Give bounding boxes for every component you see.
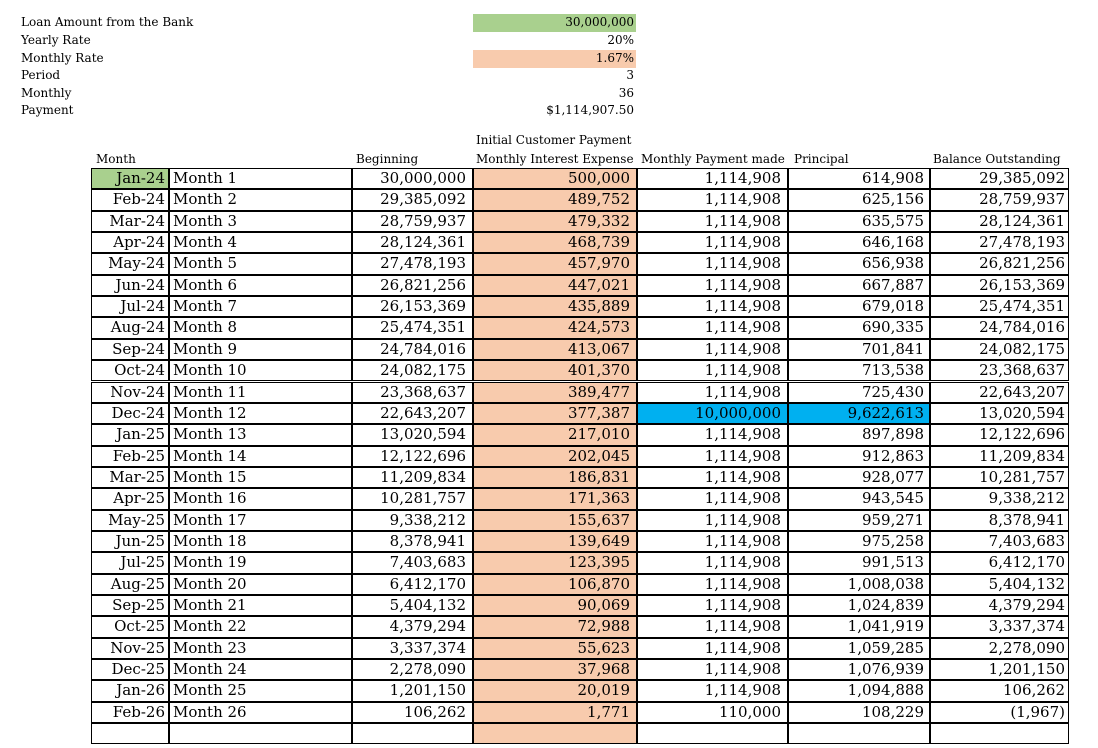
month-date-cell[interactable]: Aug-25 xyxy=(91,574,169,595)
interest-cell[interactable]: 20,019 xyxy=(473,680,637,701)
beginning-cell[interactable]: 5,404,132 xyxy=(352,595,473,616)
payment-made-cell[interactable]: 1,114,908 xyxy=(637,616,788,637)
principal-cell[interactable]: 1,076,939 xyxy=(788,659,930,680)
principal-cell[interactable]: 9,622,613 xyxy=(788,403,930,424)
beginning-cell[interactable]: 24,082,175 xyxy=(352,360,473,381)
beginning-cell[interactable]: 7,403,683 xyxy=(352,552,473,573)
payment-made-cell[interactable]: 1,114,908 xyxy=(637,296,788,317)
month-date-cell[interactable]: Nov-25 xyxy=(91,638,169,659)
balance-cell[interactable]: 22,643,207 xyxy=(930,382,1069,403)
month-date-cell[interactable] xyxy=(91,723,169,744)
month-label-cell[interactable]: Month 8 xyxy=(169,317,352,338)
principal-cell[interactable]: 679,018 xyxy=(788,296,930,317)
interest-cell[interactable]: 424,573 xyxy=(473,317,637,338)
monthly-rate-cell[interactable]: 1.67% xyxy=(473,50,636,68)
payment-made-cell[interactable]: 1,114,908 xyxy=(637,574,788,595)
table-row xyxy=(92,189,1070,210)
balance-cell[interactable]: 28,124,361 xyxy=(930,211,1069,232)
interest-cell[interactable]: 413,067 xyxy=(473,339,637,360)
month-label-cell[interactable]: Month 19 xyxy=(169,552,352,573)
header-initial-customer-payment: Initial Customer Payment xyxy=(476,133,632,147)
principal-cell[interactable]: 928,077 xyxy=(788,467,930,488)
payment-made-cell[interactable]: 1,114,908 xyxy=(637,211,788,232)
balance-cell[interactable]: 26,821,256 xyxy=(930,253,1069,274)
loan-amount-label: Loan Amount from the Bank xyxy=(21,15,194,29)
payment-made-cell[interactable]: 1,114,908 xyxy=(637,339,788,360)
month-label-cell[interactable]: Month 5 xyxy=(169,253,352,274)
table-row xyxy=(92,531,1070,552)
table-row xyxy=(92,339,1070,360)
interest-cell[interactable]: 389,477 xyxy=(473,382,637,403)
beginning-cell[interactable]: 27,478,193 xyxy=(352,253,473,274)
monthly-count-cell[interactable]: 36 xyxy=(618,86,634,100)
table-row xyxy=(92,232,1070,253)
payment-label: Payment xyxy=(21,103,74,117)
beginning-cell[interactable]: 4,379,294 xyxy=(352,616,473,637)
interest-cell[interactable]: 377,387 xyxy=(473,403,637,424)
balance-cell[interactable]: 11,209,834 xyxy=(930,446,1069,467)
balance-cell[interactable]: 24,082,175 xyxy=(930,339,1069,360)
month-label-cell[interactable]: Month 4 xyxy=(169,232,352,253)
table-row xyxy=(92,168,1070,189)
beginning-cell[interactable]: 11,209,834 xyxy=(352,467,473,488)
table-row xyxy=(92,702,1070,723)
month-date-cell[interactable]: Nov-24 xyxy=(91,382,169,403)
yearly-rate-cell[interactable]: 20% xyxy=(607,33,634,47)
header-balance: Balance Outstanding xyxy=(933,152,1061,166)
period-cell[interactable]: 3 xyxy=(626,68,634,82)
month-label-cell[interactable]: Month 3 xyxy=(169,211,352,232)
beginning-cell[interactable]: 1,201,150 xyxy=(352,680,473,701)
payment-made-cell[interactable]: 1,114,908 xyxy=(637,680,788,701)
principal-cell[interactable]: 1,059,285 xyxy=(788,638,930,659)
interest-cell[interactable]: 171,363 xyxy=(473,488,637,509)
beginning-cell[interactable]: 106,262 xyxy=(352,702,473,723)
month-label-cell[interactable]: Month 26 xyxy=(169,702,352,723)
interest-cell[interactable]: 90,069 xyxy=(473,595,637,616)
interest-cell[interactable]: 106,870 xyxy=(473,574,637,595)
payment-made-cell[interactable]: 1,114,908 xyxy=(637,424,788,445)
month-label-cell[interactable]: Month 17 xyxy=(169,510,352,531)
beginning-cell[interactable]: 26,153,369 xyxy=(352,296,473,317)
interest-cell[interactable]: 155,637 xyxy=(473,510,637,531)
payment-made-cell[interactable]: 1,114,908 xyxy=(637,275,788,296)
month-date-cell[interactable]: Jan-25 xyxy=(91,424,169,445)
balance-cell[interactable]: 3,337,374 xyxy=(930,616,1069,637)
month-date-cell[interactable]: Jan-26 xyxy=(91,680,169,701)
balance-cell[interactable]: 8,378,941 xyxy=(930,510,1069,531)
interest-cell[interactable]: 457,970 xyxy=(473,253,637,274)
balance-cell[interactable]: 7,403,683 xyxy=(930,531,1069,552)
beginning-cell[interactable]: 28,124,361 xyxy=(352,232,473,253)
month-label-cell[interactable]: Month 18 xyxy=(169,531,352,552)
beginning-cell[interactable]: 30,000,000 xyxy=(352,168,473,189)
interest-cell[interactable]: 401,370 xyxy=(473,360,637,381)
balance-cell[interactable]: 9,338,212 xyxy=(930,488,1069,509)
balance-cell[interactable]: 24,784,016 xyxy=(930,317,1069,338)
balance-cell[interactable]: 1,201,150 xyxy=(930,659,1069,680)
header-beginning: Beginning xyxy=(356,152,419,166)
interest-cell[interactable]: 489,752 xyxy=(473,189,637,210)
balance-cell[interactable]: 27,478,193 xyxy=(930,232,1069,253)
payment-made-cell[interactable]: 1,114,908 xyxy=(637,488,788,509)
balance-cell[interactable]: 2,278,090 xyxy=(930,638,1069,659)
month-label-cell[interactable]: Month 1 xyxy=(169,168,352,189)
interest-cell[interactable]: 435,889 xyxy=(473,296,637,317)
month-label-cell[interactable]: Month 7 xyxy=(169,296,352,317)
interest-cell[interactable]: 1,771 xyxy=(473,702,637,723)
interest-cell[interactable]: 186,831 xyxy=(473,467,637,488)
beginning-cell[interactable]: 25,474,351 xyxy=(352,317,473,338)
interest-cell[interactable]: 72,988 xyxy=(473,616,637,637)
payment-made-cell[interactable]: 1,114,908 xyxy=(637,168,788,189)
header-monthly-interest: Monthly Interest Expense xyxy=(476,152,634,166)
payment-made-cell[interactable]: 1,114,908 xyxy=(637,638,788,659)
month-label-cell[interactable]: Month 24 xyxy=(169,659,352,680)
payment-made-cell[interactable]: 1,114,908 xyxy=(637,659,788,680)
payment-cell[interactable]: $1,114,907.50 xyxy=(546,103,634,117)
principal-cell[interactable]: 991,513 xyxy=(788,552,930,573)
table-row xyxy=(92,253,1070,274)
principal-cell[interactable]: 625,156 xyxy=(788,189,930,210)
principal-cell[interactable]: 1,094,888 xyxy=(788,680,930,701)
interest-cell[interactable]: 217,010 xyxy=(473,424,637,445)
balance-cell[interactable]: 25,474,351 xyxy=(930,296,1069,317)
month-label-cell[interactable]: Month 9 xyxy=(169,339,352,360)
table-row xyxy=(92,424,1070,445)
principal-cell[interactable]: 912,863 xyxy=(788,446,930,467)
month-label-cell[interactable]: Month 2 xyxy=(169,189,352,210)
month-label-cell[interactable]: Month 22 xyxy=(169,616,352,637)
payment-made-cell[interactable]: 1,114,908 xyxy=(637,531,788,552)
month-date-cell[interactable]: Mar-24 xyxy=(91,211,169,232)
table-row xyxy=(92,403,1070,424)
beginning-cell[interactable]: 9,338,212 xyxy=(352,510,473,531)
beginning-cell[interactable]: 12,122,696 xyxy=(352,446,473,467)
principal-cell[interactable]: 713,538 xyxy=(788,360,930,381)
payment-made-cell[interactable]: 1,114,908 xyxy=(637,253,788,274)
balance-cell[interactable]: 6,412,170 xyxy=(930,552,1069,573)
payment-made-cell[interactable]: 10,000,000 xyxy=(637,403,788,424)
interest-cell[interactable]: 468,739 xyxy=(473,232,637,253)
principal-cell[interactable]: 897,898 xyxy=(788,424,930,445)
payment-made-cell[interactable]: 1,114,908 xyxy=(637,317,788,338)
month-label-cell[interactable] xyxy=(169,723,352,744)
month-date-cell[interactable]: May-24 xyxy=(91,253,169,274)
table-row xyxy=(92,446,1070,467)
table-row xyxy=(92,488,1070,509)
balance-cell[interactable]: 106,262 xyxy=(930,680,1069,701)
balance-cell[interactable]: 29,385,092 xyxy=(930,168,1069,189)
beginning-cell[interactable]: 2,278,090 xyxy=(352,659,473,680)
interest-cell[interactable]: 479,332 xyxy=(473,211,637,232)
payment-made-cell[interactable]: 1,114,908 xyxy=(637,232,788,253)
beginning-cell[interactable]: 6,412,170 xyxy=(352,574,473,595)
month-label-cell[interactable]: Month 11 xyxy=(169,382,352,403)
interest-cell[interactable]: 500,000 xyxy=(473,168,637,189)
principal-cell[interactable]: 108,229 xyxy=(788,702,930,723)
payment-made-cell[interactable]: 1,114,908 xyxy=(637,467,788,488)
monthly-label: Monthly xyxy=(21,86,72,100)
month-date-cell[interactable]: Oct-25 xyxy=(91,616,169,637)
month-label-cell[interactable]: Month 20 xyxy=(169,574,352,595)
month-label-cell[interactable]: Month 6 xyxy=(169,275,352,296)
principal-cell[interactable]: 635,575 xyxy=(788,211,930,232)
principal-cell[interactable]: 656,938 xyxy=(788,253,930,274)
table-row xyxy=(92,659,1070,680)
table-row xyxy=(92,723,1070,744)
principal-cell[interactable]: 1,024,839 xyxy=(788,595,930,616)
payment-made-cell[interactable]: 1,114,908 xyxy=(637,189,788,210)
beginning-cell[interactable]: 24,784,016 xyxy=(352,339,473,360)
balance-cell[interactable]: 28,759,937 xyxy=(930,189,1069,210)
month-date-cell[interactable]: Sep-24 xyxy=(91,339,169,360)
month-date-cell[interactable]: Feb-26 xyxy=(91,702,169,723)
month-date-cell[interactable]: Jun-25 xyxy=(91,531,169,552)
month-label-cell[interactable]: Month 12 xyxy=(169,403,352,424)
loan-amount-cell[interactable]: 30,000,000 xyxy=(473,14,636,32)
balance-cell[interactable]: 12,122,696 xyxy=(930,424,1069,445)
payment-made-cell[interactable]: 1,114,908 xyxy=(637,552,788,573)
interest-cell[interactable]: 123,395 xyxy=(473,552,637,573)
month-date-cell[interactable]: Oct-24 xyxy=(91,360,169,381)
beginning-cell[interactable]: 13,020,594 xyxy=(352,424,473,445)
principal-cell[interactable] xyxy=(788,723,930,744)
beginning-cell[interactable]: 23,368,637 xyxy=(352,382,473,403)
monthly-rate-label: Monthly Rate xyxy=(21,51,104,65)
balance-cell[interactable]: 4,379,294 xyxy=(930,595,1069,616)
principal-cell[interactable]: 667,887 xyxy=(788,275,930,296)
payment-made-cell[interactable]: 1,114,908 xyxy=(637,446,788,467)
principal-cell[interactable]: 1,041,919 xyxy=(788,616,930,637)
month-date-cell[interactable]: Jun-24 xyxy=(91,275,169,296)
table-row xyxy=(92,680,1070,701)
month-date-cell[interactable]: Dec-24 xyxy=(91,403,169,424)
principal-cell[interactable]: 975,258 xyxy=(788,531,930,552)
table-row xyxy=(92,510,1070,531)
interest-cell[interactable]: 55,623 xyxy=(473,638,637,659)
balance-cell[interactable] xyxy=(930,723,1069,744)
month-date-cell[interactable]: Apr-24 xyxy=(91,232,169,253)
table-row xyxy=(92,382,1070,403)
yearly-rate-label: Yearly Rate xyxy=(21,33,91,47)
balance-cell[interactable]: 26,153,369 xyxy=(930,275,1069,296)
beginning-cell[interactable]: 22,643,207 xyxy=(352,403,473,424)
month-label-cell[interactable]: Month 14 xyxy=(169,446,352,467)
month-date-cell[interactable]: Mar-25 xyxy=(91,467,169,488)
balance-cell[interactable]: 5,404,132 xyxy=(930,574,1069,595)
table-row xyxy=(92,296,1070,317)
month-date-cell[interactable]: Apr-25 xyxy=(91,488,169,509)
payment-made-cell[interactable]: 1,114,908 xyxy=(637,510,788,531)
interest-cell[interactable] xyxy=(473,723,637,744)
interest-cell[interactable]: 139,649 xyxy=(473,531,637,552)
table-row xyxy=(92,360,1070,381)
payment-made-cell[interactable] xyxy=(637,723,788,744)
month-date-cell[interactable]: Feb-25 xyxy=(91,446,169,467)
beginning-cell[interactable]: 26,821,256 xyxy=(352,275,473,296)
beginning-cell[interactable]: 10,281,757 xyxy=(352,488,473,509)
month-label-cell[interactable]: Month 16 xyxy=(169,488,352,509)
principal-cell[interactable]: 959,271 xyxy=(788,510,930,531)
table-row xyxy=(92,574,1070,595)
beginning-cell[interactable]: 29,385,092 xyxy=(352,189,473,210)
month-date-cell[interactable]: Sep-25 xyxy=(91,595,169,616)
header-principal: Principal xyxy=(794,152,849,166)
table-row xyxy=(92,467,1070,488)
month-date-cell[interactable]: Feb-24 xyxy=(91,189,169,210)
month-label-cell[interactable]: Month 25 xyxy=(169,680,352,701)
interest-cell[interactable]: 202,045 xyxy=(473,446,637,467)
principal-cell[interactable]: 943,545 xyxy=(788,488,930,509)
header-monthly-payment: Monthly Payment made xyxy=(641,152,785,166)
principal-cell[interactable]: 646,168 xyxy=(788,232,930,253)
month-label-cell[interactable]: Month 15 xyxy=(169,467,352,488)
table-row xyxy=(92,595,1070,616)
payment-made-cell[interactable]: 1,114,908 xyxy=(637,595,788,616)
month-date-cell[interactable]: Jul-24 xyxy=(91,296,169,317)
payment-made-cell[interactable]: 1,114,908 xyxy=(637,382,788,403)
month-label-cell[interactable]: Month 10 xyxy=(169,360,352,381)
interest-cell[interactable]: 447,021 xyxy=(473,275,637,296)
balance-cell[interactable]: 13,020,594 xyxy=(930,403,1069,424)
table-row xyxy=(92,317,1070,338)
principal-cell[interactable]: 1,008,038 xyxy=(788,574,930,595)
principal-cell[interactable]: 725,430 xyxy=(788,382,930,403)
table-row xyxy=(92,552,1070,573)
table-row xyxy=(92,275,1070,296)
principal-cell[interactable]: 701,841 xyxy=(788,339,930,360)
beginning-cell[interactable]: 8,378,941 xyxy=(352,531,473,552)
principal-cell[interactable]: 690,335 xyxy=(788,317,930,338)
month-date-cell[interactable]: Jul-25 xyxy=(91,552,169,573)
period-label: Period xyxy=(21,68,61,82)
balance-cell[interactable]: 10,281,757 xyxy=(930,467,1069,488)
principal-cell[interactable]: 614,908 xyxy=(788,168,930,189)
table-row xyxy=(92,211,1070,232)
interest-cell[interactable]: 37,968 xyxy=(473,659,637,680)
month-date-cell[interactable]: Dec-25 xyxy=(91,659,169,680)
month-date-cell[interactable]: May-25 xyxy=(91,510,169,531)
payment-made-cell[interactable]: 110,000 xyxy=(637,702,788,723)
header-month: Month xyxy=(96,152,136,166)
table-row xyxy=(92,638,1070,659)
balance-cell[interactable]: (1,967) xyxy=(930,702,1069,723)
month-date-cell[interactable]: Jan-24 xyxy=(91,168,169,189)
beginning-cell[interactable] xyxy=(352,723,473,744)
month-label-cell[interactable]: Month 23 xyxy=(169,638,352,659)
balance-cell[interactable]: 23,368,637 xyxy=(930,360,1069,381)
month-label-cell[interactable]: Month 13 xyxy=(169,424,352,445)
month-date-cell[interactable]: Aug-24 xyxy=(91,317,169,338)
beginning-cell[interactable]: 28,759,937 xyxy=(352,211,473,232)
beginning-cell[interactable]: 3,337,374 xyxy=(352,638,473,659)
month-label-cell[interactable]: Month 21 xyxy=(169,595,352,616)
table-row xyxy=(92,616,1070,637)
payment-made-cell[interactable]: 1,114,908 xyxy=(637,360,788,381)
